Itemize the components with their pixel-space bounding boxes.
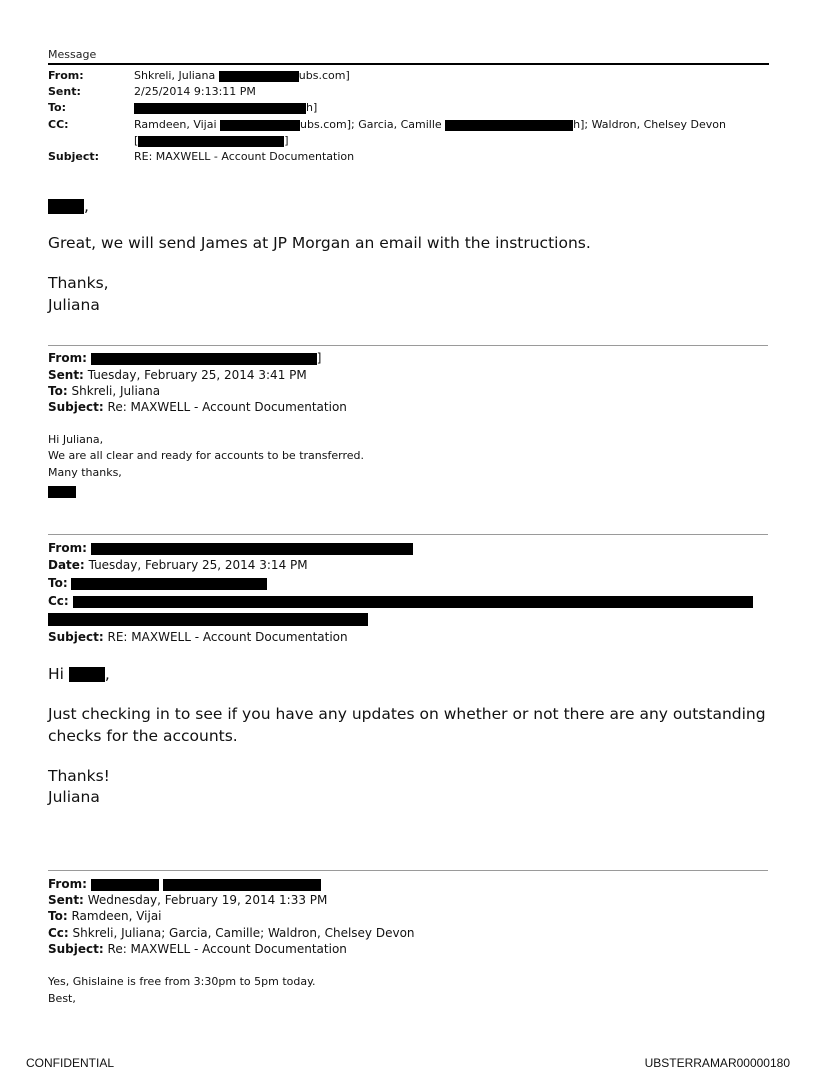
quote2-from-label: From: (48, 541, 87, 555)
quote3-cc (48, 926, 415, 940)
redaction-block (445, 120, 573, 131)
header-subject-value: RE: MAXWELL - Account Documentation (134, 150, 355, 163)
quote1-body: We are all clear and ready for accounts to be transferred. (48, 449, 364, 462)
quote1-sent-value: Tuesday, February 25, 2014 3:41 PM (87, 368, 307, 382)
header-from-value (134, 69, 350, 82)
quote2-date-label: Date: (48, 558, 85, 572)
quote3-subject (48, 942, 347, 956)
quote3-cc-label: Cc: (48, 926, 69, 940)
footer-confidential: CONFIDENTIAL (26, 1056, 115, 1070)
quote2-thanks: Thanks! (48, 767, 110, 785)
quote2-from (48, 541, 413, 555)
quote2-subject-label: Subject: (48, 630, 104, 644)
redaction-block (220, 120, 300, 131)
quote2-signature: Juliana (48, 788, 100, 806)
quote3-to (48, 909, 162, 923)
redaction-block (91, 353, 317, 365)
header-sent-label: Sent: (48, 85, 81, 98)
quote3-subject-label: Subject: (48, 942, 104, 956)
quote1-to-value: Shkreli, Juliana (71, 384, 161, 398)
quote1-sent (48, 368, 307, 382)
quote3-sent-value: Wednesday, February 19, 2014 1:33 PM (87, 893, 328, 907)
header-cc-open: [ (134, 134, 139, 147)
footer-bates-number: UBSTERRAMAR00000180 (644, 1056, 790, 1070)
header-from-domain: ubs.com] (298, 69, 350, 82)
quote3-subject-value: Re: MAXWELL - Account Documentation (107, 942, 347, 956)
header-to-label: To: (48, 101, 66, 114)
redaction-block (73, 596, 753, 608)
header-cc-name1: Ramdeen, Vijai (134, 118, 217, 131)
quote3-cc-value: Shkreli, Juliana; Garcia, Camille; Waldron, Chelsey Devon (72, 926, 415, 940)
quote1-from-label: From: (48, 351, 87, 365)
quote3-to-value: Ramdeen, Vijai (71, 909, 162, 923)
quote1-to-label: To: (48, 384, 68, 398)
quote3-closing: Best, (48, 992, 76, 1005)
quote1-sent-label: Sent: (48, 368, 84, 382)
header-from-label: From: (48, 69, 84, 82)
redaction-block (134, 103, 306, 114)
quote1-greeting: Hi Juliana, (48, 433, 104, 446)
quote1-subject (48, 400, 347, 414)
quote2-cc (48, 594, 753, 608)
quote3-from (48, 877, 321, 891)
quote1-subject-value: Re: MAXWELL - Account Documentation (107, 400, 347, 414)
redaction-block (91, 879, 159, 891)
quote1-from-tail: ] (316, 351, 322, 365)
quote2-cc-label: Cc: (48, 594, 69, 608)
header-cc-line2 (134, 134, 289, 147)
email1-thanks: Thanks, (48, 274, 109, 292)
quote2-divider (48, 534, 768, 535)
header-to-tail: h] (306, 101, 318, 114)
quote1-from (48, 351, 321, 365)
quote3-sent (48, 893, 327, 907)
header-from-name: Shkreli, Juliana (134, 69, 216, 82)
quote2-body-line2: checks for the accounts. (48, 727, 238, 745)
redaction-block (48, 199, 84, 214)
quote2-subject-value: RE: MAXWELL - Account Documentation (107, 630, 348, 644)
redaction-block (69, 667, 105, 682)
quote2-subject (48, 630, 348, 644)
quote2-greeting-prefix: Hi (48, 665, 64, 683)
quote1-to (48, 384, 160, 398)
header-sent-value: 2/25/2014 9:13:11 PM (134, 85, 256, 98)
redaction-block (163, 879, 321, 891)
quote2-greeting (48, 665, 110, 683)
quote2-date (48, 558, 308, 572)
quote3-divider (48, 870, 768, 871)
redaction-block (71, 578, 267, 590)
header-cc-tail2: h]; Waldron, Chelsey Devon (573, 118, 726, 131)
quote2-date-value: Tuesday, February 25, 2014 3:14 PM (88, 558, 308, 572)
header-subject-label: Subject: (48, 150, 100, 163)
header-cc-label: CC: (48, 118, 69, 131)
quote3-to-label: To: (48, 909, 68, 923)
quote1-signature-redaction (48, 486, 76, 498)
header-cc-value (134, 118, 726, 131)
quote1-subject-label: Subject: (48, 400, 104, 414)
redaction-block (91, 543, 413, 555)
quote3-sent-label: Sent: (48, 893, 84, 907)
quote2-greeting-suffix: , (104, 665, 110, 683)
quote3-from-label: From: (48, 877, 87, 891)
quote2-body-line1: Just checking in to see if you have any updates on whether or not there are any outstanding (48, 705, 766, 723)
quote1-divider (48, 345, 768, 346)
quote3-body: Yes, Ghislaine is free from 3:30pm to 5pm today. (48, 975, 316, 988)
header-to-value (134, 101, 317, 114)
redaction-block (219, 71, 299, 82)
email1-signature: Juliana (48, 296, 100, 314)
header-cc-tail1: ubs.com]; Garcia, Camille (300, 118, 442, 131)
email1-greeting (48, 197, 89, 215)
email1-body: Great, we will send James at JP Morgan an email with the instructions. (48, 234, 591, 252)
quote2-to (48, 576, 267, 590)
header-divider (48, 63, 769, 65)
redaction-block (138, 136, 284, 147)
quote2-to-label: To: (48, 576, 68, 590)
message-label: Message (48, 48, 97, 61)
header-cc-close: ] (284, 134, 289, 147)
quote2-cc-redaction-line2 (48, 613, 368, 626)
quote1-closing: Many thanks, (48, 466, 122, 479)
email1-greeting-suffix: , (84, 197, 89, 215)
